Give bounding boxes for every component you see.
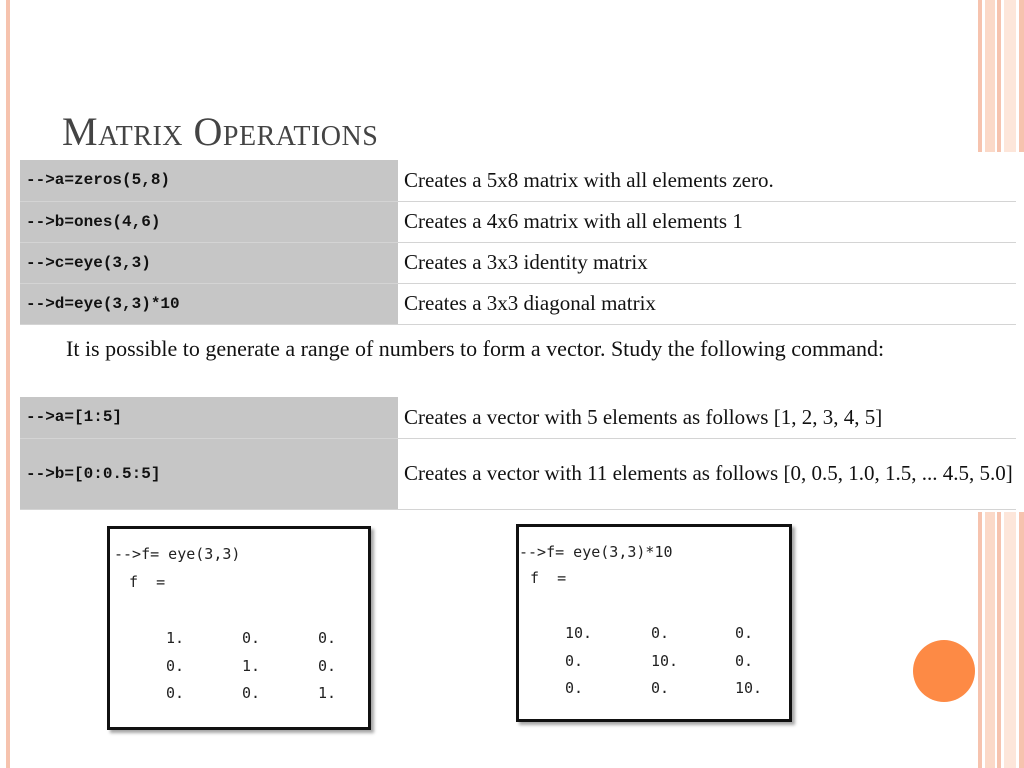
- description-cell: Creates a 3x3 diagonal matrix: [398, 283, 1016, 324]
- matrix-functions-table: [20, 160, 1016, 325]
- command-cell: -->a=zeros(5,8): [20, 160, 398, 201]
- table-row: [20, 283, 1016, 324]
- vector-range-table: [20, 397, 1016, 510]
- matrix-cell: 0.: [735, 652, 754, 670]
- command-cell: -->b=[0:0.5:5]: [20, 438, 398, 509]
- description-cell: Creates a 3x3 identity matrix: [398, 242, 1016, 283]
- matrix-cell: 0.: [651, 624, 670, 642]
- body-paragraph: It is possible to generate a range of numbers to form a vector. Study the following command:: [66, 336, 885, 361]
- matrix-cell: 0.: [166, 657, 185, 675]
- matrix-cell: 1.: [242, 657, 261, 675]
- matrix-cell: 0.: [242, 684, 261, 702]
- table-row: [20, 201, 1016, 242]
- command-cell: -->c=eye(3,3): [20, 242, 398, 283]
- description-cell: Creates a vector with 5 elements as follows [1, 2, 3, 4, 5]: [398, 397, 1016, 438]
- command-cell: -->d=eye(3,3)*10: [20, 283, 398, 324]
- right-decorative-stripes-bottom: [978, 512, 1024, 768]
- console-output-diagonal: [516, 524, 792, 722]
- command-cell: -->b=ones(4,6): [20, 201, 398, 242]
- matrix-cell: 10.: [735, 679, 763, 697]
- matrix-cell: 10.: [565, 624, 593, 642]
- table-row: [20, 242, 1016, 283]
- matrix-cell: 0.: [318, 657, 337, 675]
- matrix-cell: 0.: [242, 629, 261, 647]
- console-command: -->f= eye(3,3)*10: [519, 543, 673, 561]
- matrix-cell: 1.: [166, 629, 185, 647]
- left-decorative-rule: [6, 0, 10, 768]
- description-cell: Creates a 4x6 matrix with all elements 1: [398, 201, 1016, 242]
- matrix-cell: 0.: [651, 679, 670, 697]
- table-row: [20, 160, 1016, 201]
- console-result-label: f =: [521, 569, 567, 587]
- table-row: [20, 438, 1016, 509]
- matrix-cell: 0.: [318, 629, 337, 647]
- table-row: [20, 397, 1016, 438]
- matrix-cell: 0.: [166, 684, 185, 702]
- description-cell: Creates a 5x8 matrix with all elements zero.: [398, 160, 1016, 201]
- description-cell: Creates a vector with 11 elements as follows [0, 0.5, 1.0, 1.5, ... 4.5, 5.0]: [398, 438, 1016, 509]
- matrix-cell: 0.: [565, 652, 584, 670]
- console-output-identity: [107, 526, 371, 730]
- command-cell: -->a=[1:5]: [20, 397, 398, 438]
- matrix-cell: 10.: [651, 652, 679, 670]
- matrix-cell: 0.: [565, 679, 584, 697]
- console-command: -->f= eye(3,3): [114, 545, 241, 563]
- matrix-cell: 0.: [735, 624, 754, 642]
- right-decorative-stripes-top: [978, 0, 1024, 152]
- accent-circle: [913, 640, 975, 702]
- console-result-label: f =: [120, 573, 166, 591]
- matrix-cell: 1.: [318, 684, 337, 702]
- slide-title: Matrix Operations: [62, 109, 379, 154]
